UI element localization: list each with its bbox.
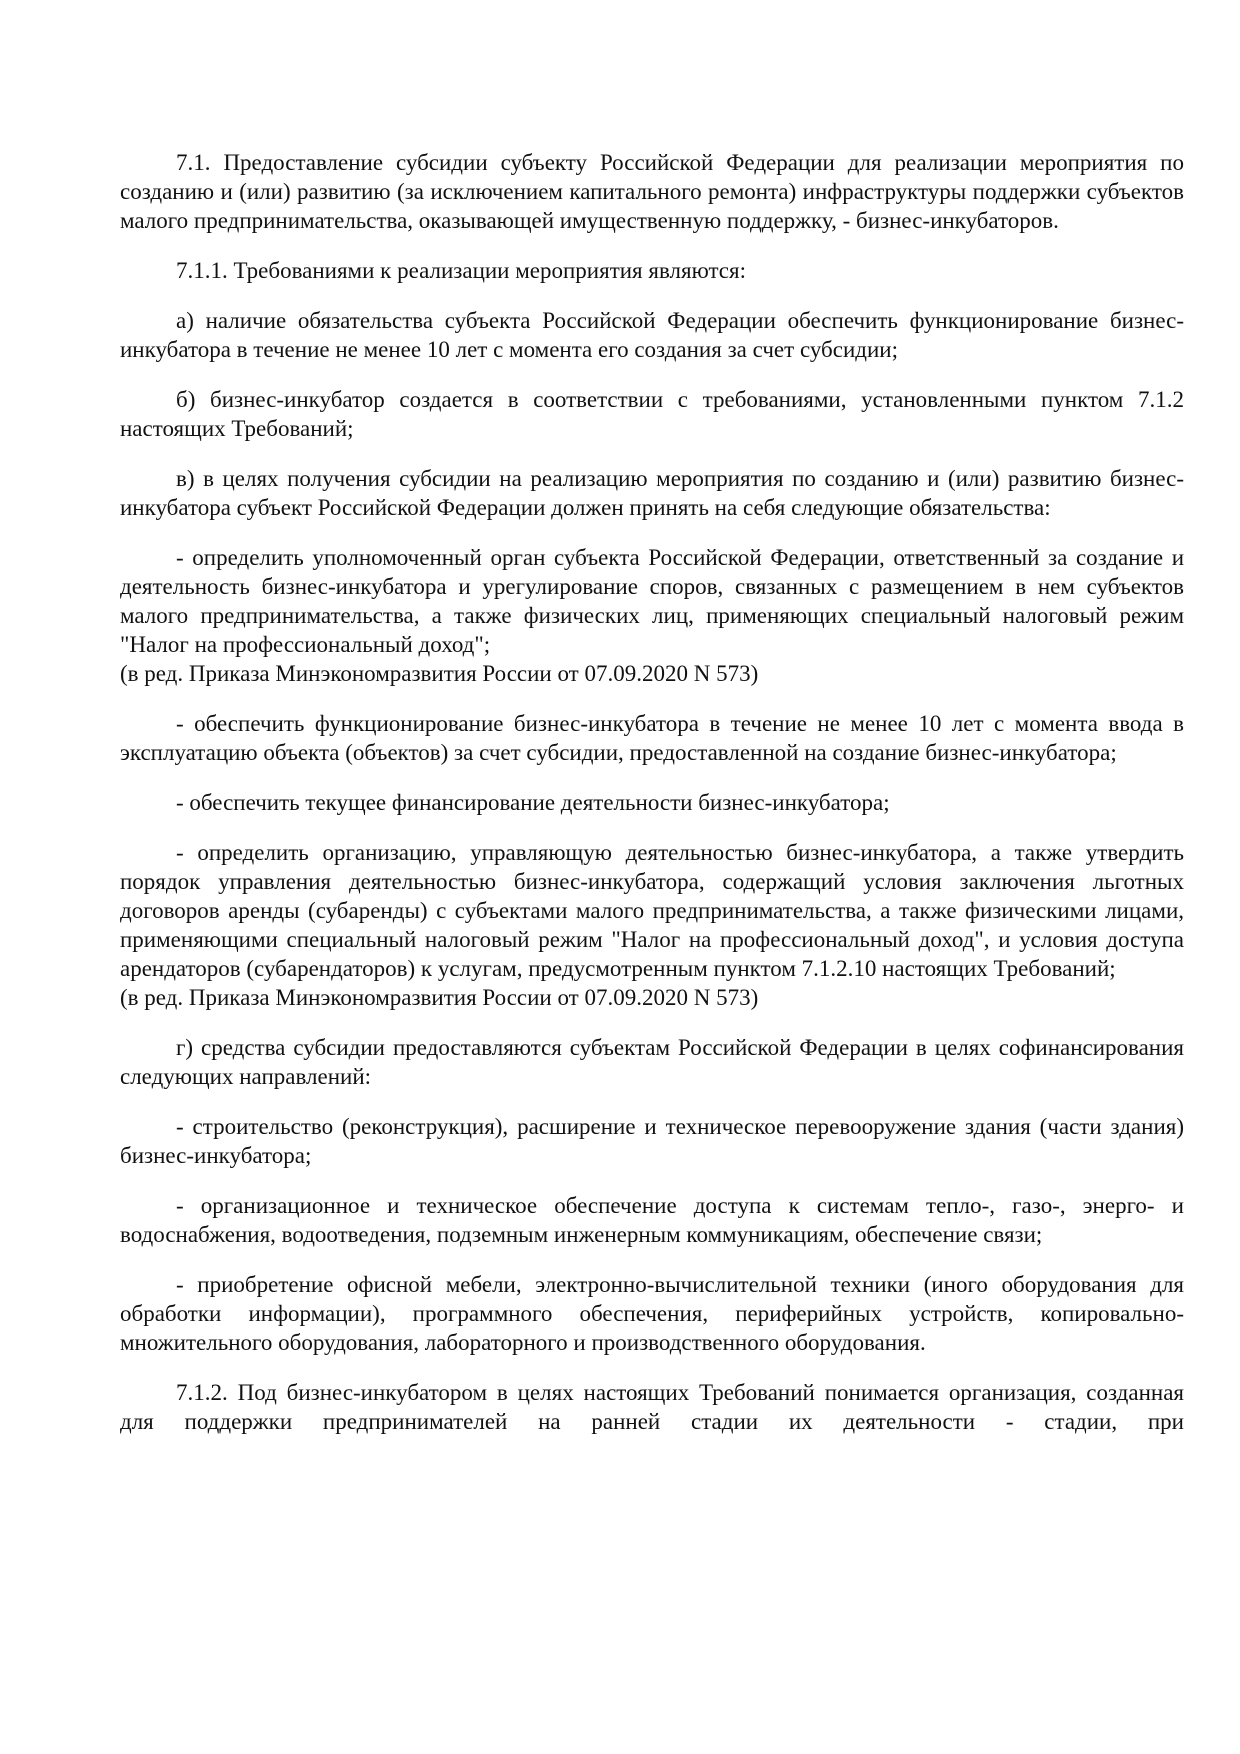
paragraph xyxy=(120,1378,1184,1436)
paragraph-text: в) в целях получения субсидии на реализацию мероприятия по созданию и (или) развитию бизнес-инкубатора субъект Российской Федерации должен принять на себя следующие обязательства: xyxy=(120,466,1184,520)
paragraph-text: - определить организацию, управляющую деятельностью бизнес-инкубатора, а также утвердить порядок управления деятельностью бизнес-инкубатора, содержащий условия заключения льготных договоров аренды (субаренды) с субъектами малого предпринимательства, а также физическими лицами, применяющими специальный налоговый режим "Налог на профессиональный доход", и условия доступа арендаторов (субарендаторов) к услугам, предусмотренным пунктом 7.1.2.10 настоящих Требований; xyxy=(120,840,1184,981)
paragraph xyxy=(120,788,1184,817)
document-page xyxy=(120,148,1184,1457)
paragraph-text: - определить уполномоченный орган субъекта Российской Федерации, ответственный за создание и деятельность бизнес-инкубатора и урегулирование споров, связанных с размещением в нем субъектов малого предпринимательства, а также физических лиц, применяющих специальный налоговый режим "Налог на профессиональный доход"; xyxy=(120,545,1184,657)
paragraph xyxy=(120,464,1184,522)
paragraph xyxy=(120,709,1184,767)
paragraph xyxy=(120,1033,1184,1091)
paragraph xyxy=(120,1270,1184,1357)
paragraph-text: - приобретение офисной мебели, электронно-вычислительной техники (иного оборудования для обработки информации), программного обеспечения, периферийных устройств, копировально-множительного оборудования, лабораторного и производственного оборудования. xyxy=(120,1272,1184,1355)
paragraph-text: - обеспечить функционирование бизнес-инкубатора в течение не менее 10 лет с момента ввода в эксплуатацию объекта (объектов) за счет субсидии, предоставленной на создание бизнес-инкубатора; xyxy=(120,711,1184,765)
paragraph xyxy=(120,838,1184,1012)
paragraph xyxy=(120,306,1184,364)
paragraph-text: - организационное и техническое обеспечение доступа к системам тепло-, газо-, энерго- и водоснабжения, водоотведения, подземным инженерным коммуникациям, обеспечение связи; xyxy=(120,1193,1184,1247)
paragraph-text: г) средства субсидии предоставляются субъектам Российской Федерации в целях софинансирования следующих направлений: xyxy=(120,1035,1184,1089)
paragraph-text: 7.1.2. Под бизнес-инкубатором в целях настоящих Требований понимается организация, созданная для поддержки предпринимателей на ранней стадии их деятельности - стадии, при xyxy=(120,1380,1184,1434)
paragraph xyxy=(120,1112,1184,1170)
paragraph-text: - строительство (реконструкция), расширение и техническое перевооружение здания (части здания) бизнес-инкубатора; xyxy=(120,1114,1184,1168)
paragraph-text: б) бизнес-инкубатор создается в соответствии с требованиями, установленными пунктом 7.1.2 настоящих Требований; xyxy=(120,387,1184,441)
paragraph-text: а) наличие обязательства субъекта Российской Федерации обеспечить функционирование бизнес-инкубатора в течение не менее 10 лет с момента его создания за счет субсидии; xyxy=(120,308,1184,362)
paragraph xyxy=(120,256,1184,285)
paragraph xyxy=(120,385,1184,443)
paragraph-text: - обеспечить текущее финансирование деятельности бизнес-инкубатора; xyxy=(176,790,890,815)
paragraph-text: 7.1. Предоставление субсидии субъекту Российской Федерации для реализации мероприятия по созданию и (или) развитию (за исключением капитального ремонта) инфраструктуры поддержки субъектов малого предпринимательства, оказывающей имущественную поддержку, - бизнес-инкубаторов. xyxy=(120,150,1184,233)
amendment-note: (в ред. Приказа Минэкономразвития России от 07.09.2020 N 573) xyxy=(120,661,759,686)
paragraph xyxy=(120,543,1184,688)
paragraph xyxy=(120,148,1184,235)
paragraph-text: 7.1.1. Требованиями к реализации мероприятия являются: xyxy=(176,258,746,283)
paragraph xyxy=(120,1191,1184,1249)
amendment-note: (в ред. Приказа Минэкономразвития России от 07.09.2020 N 573) xyxy=(120,985,759,1010)
